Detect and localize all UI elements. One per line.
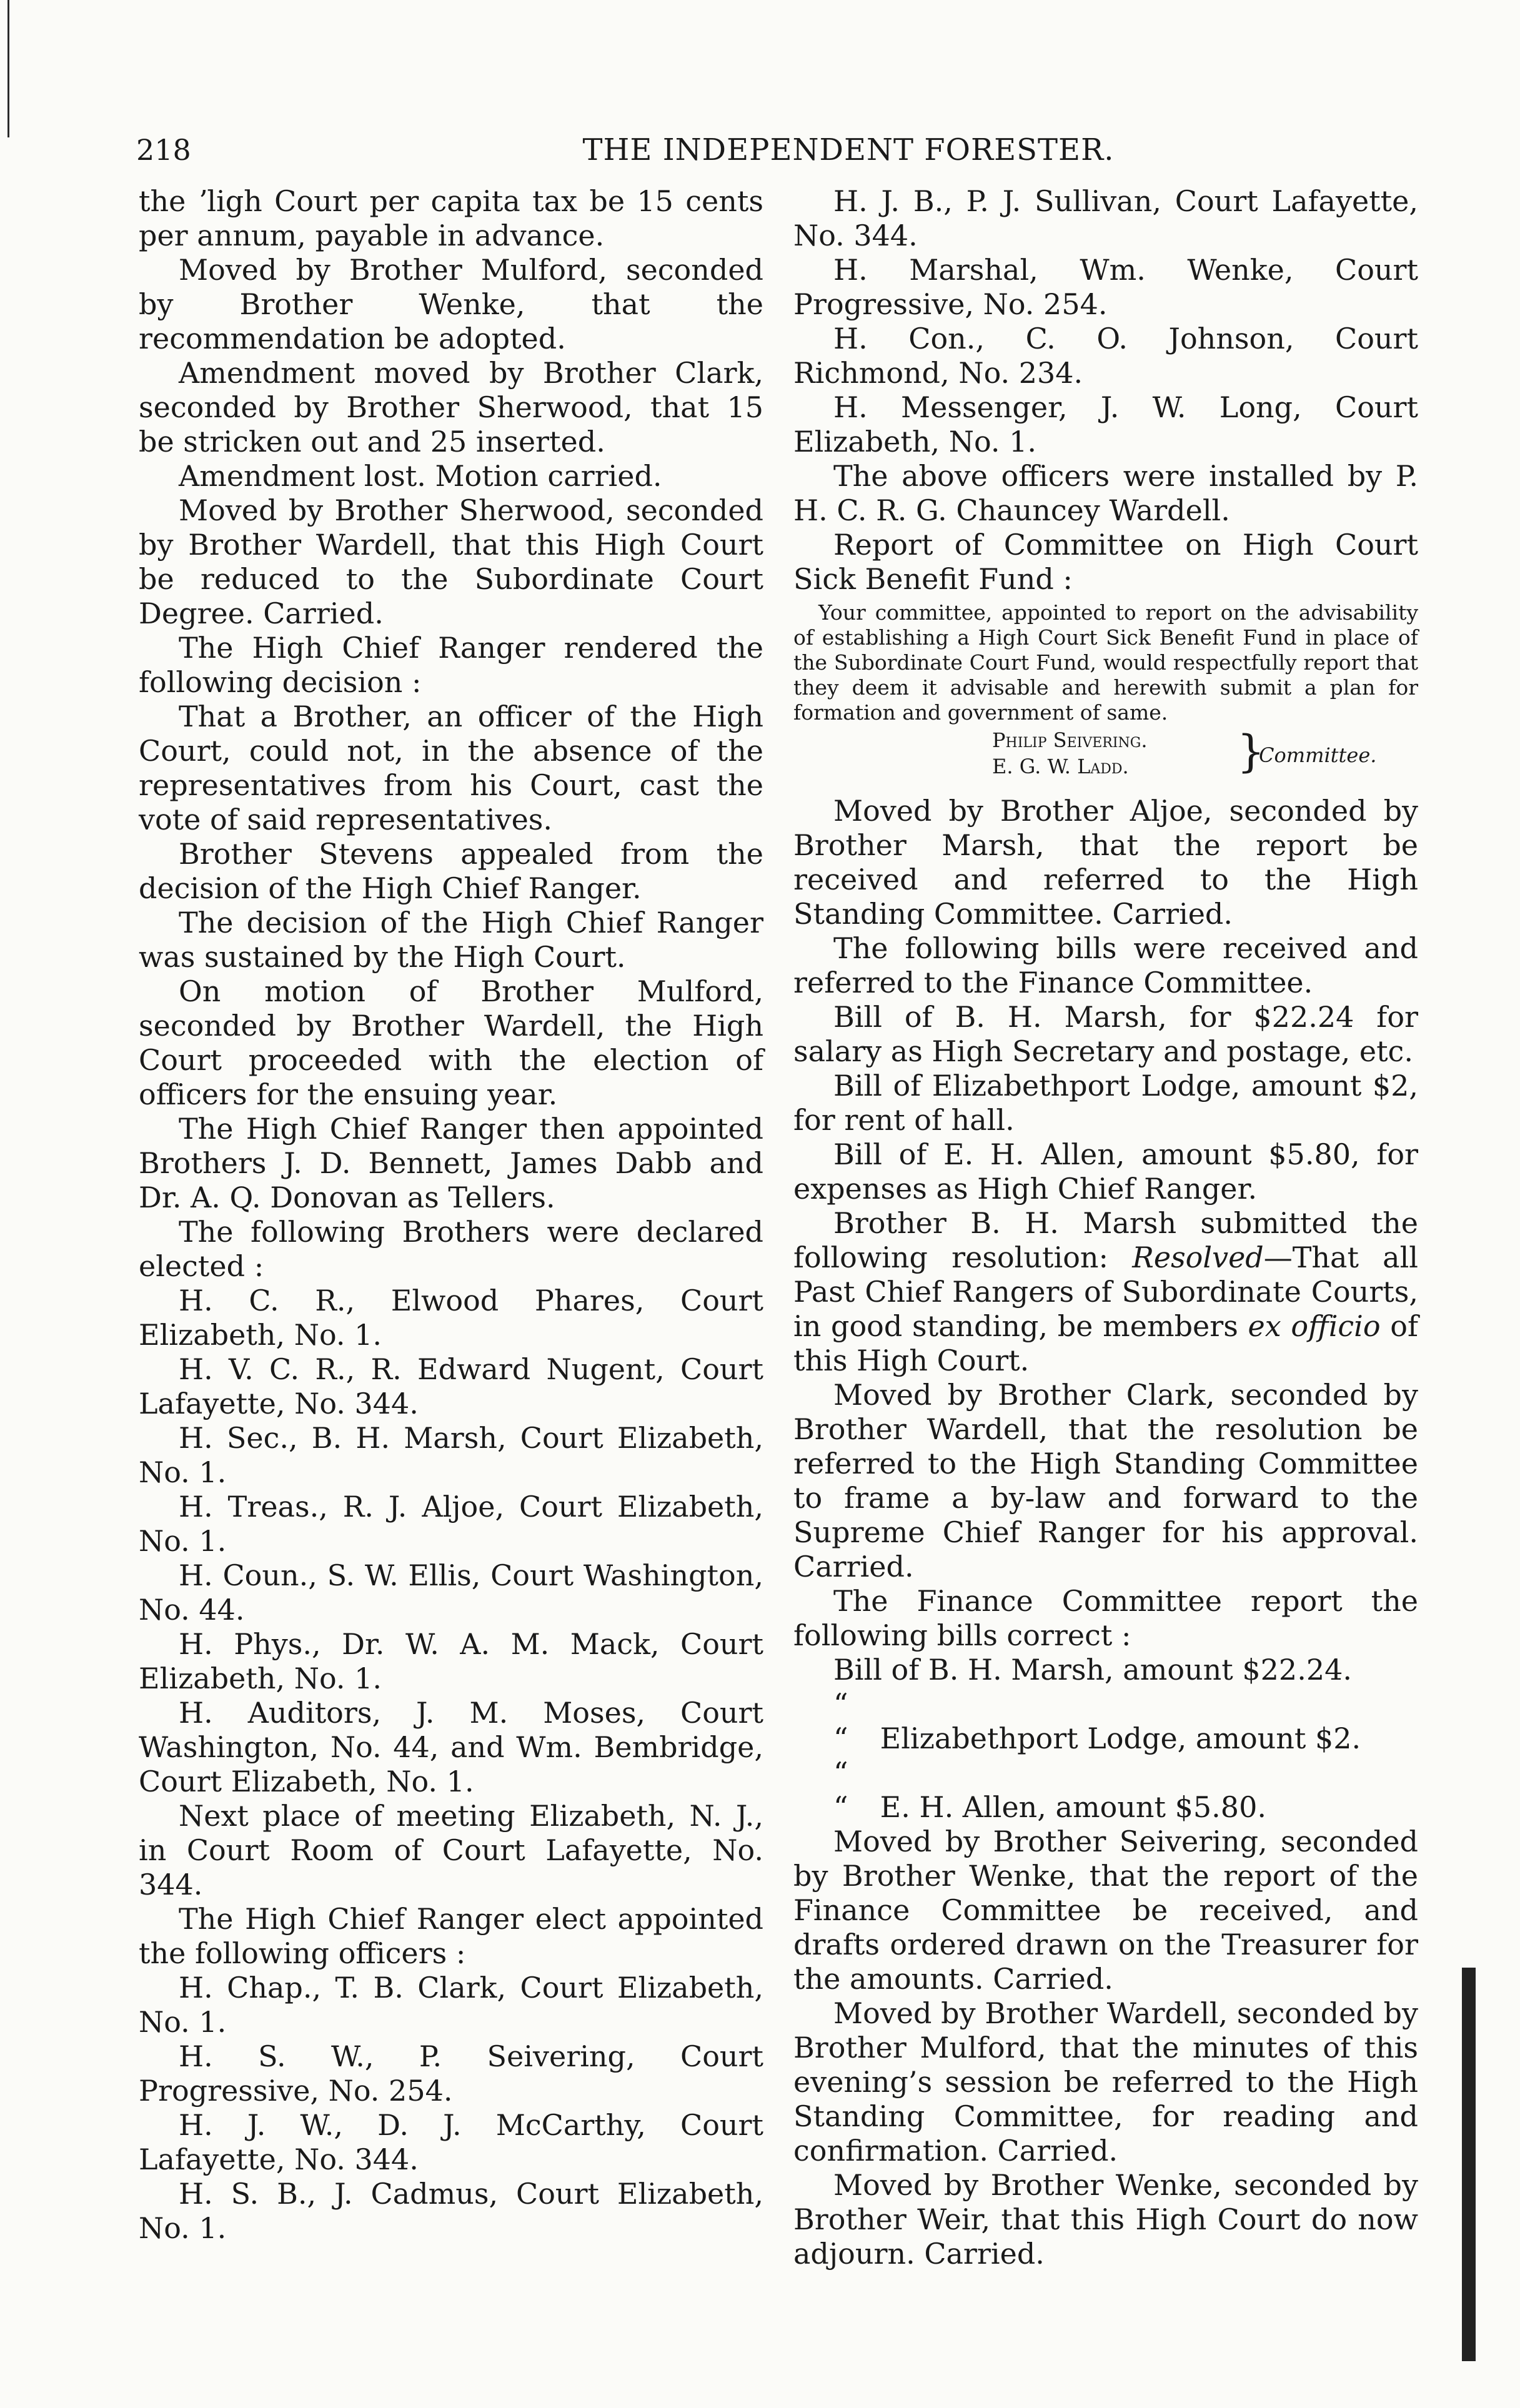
resolution-body: —That all Past Chief Rangers of Subordinate Courts, in good standing, be members: [793, 1241, 1418, 1343]
paragraph: H. Coun., S. W. Ellis, Court Washington, No. 44.: [139, 1558, 763, 1627]
bill-line: [793, 1687, 1418, 1756]
right-column-bottom: [793, 1825, 1418, 2271]
paragraph: H. Auditors, J. M. Moses, Court Washington, No. 44, and Wm. Bembridge, Court Elizabeth, No. 1.: [139, 1696, 763, 1798]
paragraph: H. J. W., D. J. McCarthy, Court Lafayette, No. 344.: [139, 2108, 763, 2176]
right-column: [793, 184, 1418, 2271]
paragraph: The Finance Committee report the following bills correct :: [793, 1584, 1418, 1652]
paragraph: The following Brothers were declared elected :: [139, 1215, 763, 1283]
paragraph: H. Marshal, Wm. Wenke, Court Progressive, No. 254.: [793, 253, 1418, 321]
paragraph: H. S. W., P. Seivering, Court Progressive, No. 254.: [139, 2039, 763, 2108]
bill-line: Bill of B. H. Marsh, amount $22.24.: [833, 1653, 1352, 1687]
bill-text: E. H. Allen, amount $5.80.: [880, 1790, 1266, 1824]
signatory-role: Committee.: [1259, 743, 1377, 767]
resolved-word: Resolved: [1132, 1241, 1264, 1274]
paragraph: Moved by Brother Aljoe, seconded by Brother Marsh, that the report be received and referred to the High Standing Committee. Carried.: [793, 794, 1418, 931]
paragraph: Bill of B. H. Marsh, for $22.24 for salary as High Secretary and postage, etc.: [793, 1000, 1418, 1068]
paragraph: The High Chief Ranger then appointed Brothers J. D. Bennett, James Dabb and Dr. A. Q. Donovan as Tellers.: [139, 1112, 763, 1214]
paragraph: Bill of E. H. Allen, amount $5.80, for expenses as High Chief Ranger.: [793, 1137, 1418, 1206]
ditto-mark: “ “: [833, 1756, 848, 1824]
paragraph: Amendment moved by Brother Clark, seconded by Brother Sherwood, that 15 be stricken out and 25 inserted.: [139, 356, 763, 458]
paragraph: That a Brother, an officer of the High Court, could not, in the absence of the representatives from his Court, cast the vote of said representatives.: [139, 700, 763, 836]
bill-text: Elizabethport Lodge, amount $2.: [880, 1722, 1361, 1755]
committee-report: Your committee, appointed to report on the advisability of establishing a High Court Sick Benefit Fund in place of the Subordinate Court Fund, would respectfully report that they deem it advisable and herewith submit a plan for formation and government of same.: [793, 600, 1418, 725]
paragraph: H. Treas., R. J. Aljoe, Court Elizabeth, No. 1.: [139, 1490, 763, 1558]
paragraph: The above officers were installed by P. H. C. R. G. Chauncey Wardell.: [793, 459, 1418, 527]
right-column-after-resolution: [793, 1378, 1418, 1653]
signatory-name: E. G. W. Ladd.: [992, 755, 1129, 778]
left-column: [139, 184, 763, 2246]
paragraph: The decision of the High Chief Ranger was sustained by the High Court.: [139, 906, 763, 974]
bill-line: [793, 1756, 1418, 1825]
committee-signature: [793, 725, 1418, 794]
paragraph: The following bills were received and referred to the Finance Committee.: [793, 931, 1418, 999]
paragraph: Brother Stevens appealed from the decision of the High Chief Ranger.: [139, 837, 763, 905]
brace-glyph: }: [1237, 726, 1265, 777]
paragraph: The High Chief Ranger elect appointed the following officers :: [139, 1902, 763, 1970]
right-column-middle: [793, 794, 1418, 1206]
paragraph: Moved by Brother Mulford, seconded by Brother Wenke, that the recommendation be adopted.: [139, 253, 763, 355]
right-column-top: [793, 184, 1418, 597]
running-title: THE INDEPENDENT FORESTER.: [582, 132, 1115, 167]
paragraph: Amendment lost. Motion carried.: [179, 459, 662, 493]
paragraph: H. Chap., T. B. Clark, Court Elizabeth, No. 1.: [139, 1971, 763, 2039]
page-header: [136, 131, 1436, 175]
paragraph: Bill of Elizabethport Lodge, amount $2, for rent of hall.: [793, 1069, 1418, 1137]
paragraph: H. Con., C. O. Johnson, Court Richmond, No. 234.: [793, 322, 1418, 390]
paragraph: Next place of meeting Elizabeth, N. J., in Court Room of Court Lafayette, No. 344.: [139, 1799, 763, 1901]
paragraph: the ʼligh Court per capita tax be 15 cents per annum, payable in advance.: [139, 184, 763, 252]
signatory-name: Philip Seivering.: [992, 728, 1148, 752]
page-number: 218: [136, 133, 191, 167]
paragraph: Moved by Brother Sherwood, seconded by Brother Wardell, that this High Court be reduced to the Subordinate Court Degree. Carried.: [139, 493, 763, 630]
paragraph: H. Phys., Dr. W. A. M. Mack, Court Elizabeth, No. 1.: [139, 1627, 763, 1695]
scan-edge-shadow: [1462, 1968, 1476, 2361]
ditto-mark: “ “: [833, 1687, 848, 1755]
paragraph: H. V. C. R., R. Edward Nugent, Court Lafayette, No. 344.: [139, 1352, 763, 1420]
paragraph: The High Chief Ranger rendered the following decision :: [139, 631, 763, 699]
resolution-paragraph: [793, 1206, 1418, 1378]
paragraph: H. J. B., P. J. Sullivan, Court Lafayette, No. 344.: [793, 184, 1418, 252]
paragraph: Moved by Brother Seivering, seconded by Brother Wenke, that the report of the Finance Committee be received, and drafts ordered drawn on the Treasurer for the amounts. Carried.: [793, 1825, 1418, 1996]
bills-correct-list: [793, 1653, 1418, 1825]
paragraph: Moved by Brother Wardell, seconded by Brother Mulford, that the minutes of this evening’s session be referred to the High Standing Committee, for reading and confirmation. Carried.: [793, 1996, 1418, 2168]
paragraph: H. C. R., Elwood Phares, Court Elizabeth, No. 1.: [139, 1284, 763, 1352]
scan-margin-line: [7, 0, 9, 137]
paragraph: On motion of Brother Mulford, seconded by Brother Wardell, the High Court proceeded with the election of officers for the ensuing year.: [139, 974, 763, 1111]
paragraph: Moved by Brother Wenke, seconded by Brother Weir, that this High Court do now adjourn. Carried.: [793, 2168, 1418, 2271]
paragraph: Report of Committee on High Court Sick Benefit Fund :: [793, 528, 1418, 596]
paragraph: H. S. B., J. Cadmus, Court Elizabeth, No. 1.: [139, 2177, 763, 2245]
paragraph: Moved by Brother Clark, seconded by Brother Wardell, that the resolution be referred to the High Standing Committee to frame a by-law and forward to the Supreme Chief Ranger for his approval. Carried.: [793, 1378, 1418, 1583]
ex-officio-term: ex officio: [1248, 1309, 1381, 1343]
paragraph: H. Sec., B. H. Marsh, Court Elizabeth, No. 1.: [139, 1421, 763, 1489]
resolution-body-end: of this High Court.: [793, 1309, 1419, 1377]
paragraph: H. Messenger, J. W. Long, Court Elizabeth, No. 1.: [793, 390, 1418, 458]
resolution-lead: Brother B. H. Marsh submitted the following resolution:: [793, 1206, 1418, 1274]
